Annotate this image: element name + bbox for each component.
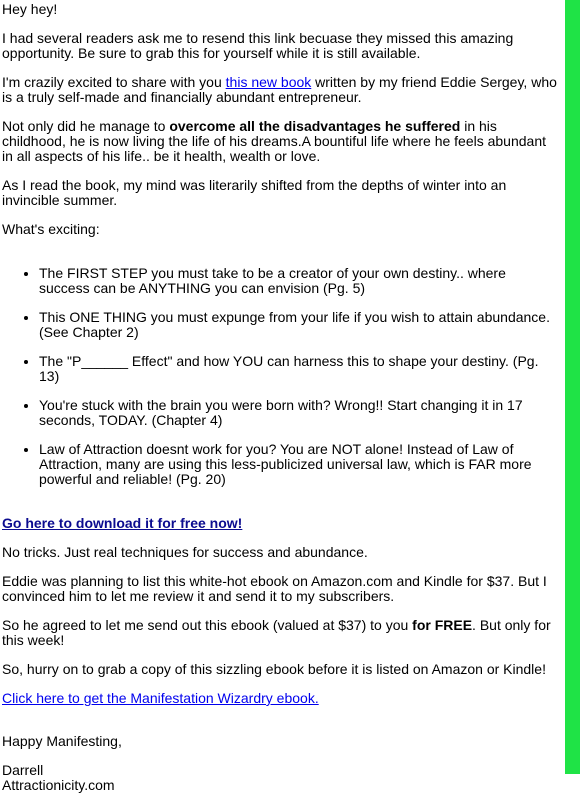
story-bold-text: overcome all the disadvantages he suffered xyxy=(169,118,461,134)
manifestation-ebook-link[interactable]: Click here to get the Manifestation Wizardry ebook. xyxy=(2,690,319,706)
benefits-list xyxy=(2,266,558,487)
paragraph-download xyxy=(2,516,558,531)
paragraph-exciting: What's exciting: xyxy=(2,221,100,237)
list-item: • The FIRST STEP you must take to be a creator of your own destiny.. where success can be ANYTHING you can envision (Pg. 5) xyxy=(39,266,558,296)
email-body xyxy=(2,2,558,793)
list-item: • You're stuck with the brain you were born with? Wrong!! Start changing it in 17 seconds, TODAY. (Chapter 4) xyxy=(39,398,558,428)
paragraph-author-story xyxy=(2,119,558,164)
list-item: • This ONE THING you must expunge from your life if you wish to attain abundance. (See Chapter 2) xyxy=(39,310,558,340)
intro-text-after: written by my friend Eddie Sergey, who is a truly self-made and financially abundant entrepreneur. xyxy=(2,74,557,105)
free-text-before: So he agreed to let me send out this ebook (valued at $37) to you xyxy=(2,617,413,633)
story-text-after: in his childhood, he is now living the life of his dreams.A bountiful life where he feels abundant in all aspects of his life.. be it health, wealth or love. xyxy=(2,118,547,164)
paragraph-no-tricks: No tricks. Just real techniques for success and abundance. xyxy=(2,544,368,560)
signature-gap xyxy=(2,720,558,734)
free-bold-text: for FREE xyxy=(412,617,473,633)
green-accent-bar xyxy=(565,0,580,774)
signature-name: Darrell xyxy=(2,762,44,778)
greeting: Hey hey! xyxy=(2,1,58,17)
list-spacer xyxy=(2,251,558,266)
signature-site: Attractionicity.com xyxy=(2,777,115,793)
paragraph-hurry: So, hurry on to grab a copy of this sizzling ebook before it is listed on Amazon or Kindle! xyxy=(2,661,546,677)
new-book-link[interactable]: this new book xyxy=(225,74,312,90)
download-link[interactable]: Go here to download it for free now! xyxy=(2,515,243,531)
list-item: • Law of Attraction doesnt work for you? You are NOT alone! Instead of Law of Attraction, many are using this less-publicized universal law, which is FAR more powerful and reliable! (Pg. 20) xyxy=(39,442,558,487)
paragraph-resend: I had several readers ask me to resend this link becuase they missed this amazing opportunity. Be sure to grab this for yourself while it is still available. xyxy=(2,30,514,61)
list-item: • The "P______ Effect" and how YOU can harness this to shape your destiny. (Pg. 13) xyxy=(39,354,558,384)
paragraph-manifest-link xyxy=(2,691,558,706)
paragraph-amazon: Eddie was planning to list this white-hot ebook on Amazon.com and Kindle for $37. But I convinced him to let me review it and send it to my subscribers. xyxy=(2,573,547,604)
paragraph-free xyxy=(2,618,558,648)
free-text-after: . But only for this week! xyxy=(2,617,551,648)
intro-text-before: I'm crazily excited to share with you xyxy=(2,74,226,90)
story-text-before: Not only did he manage to xyxy=(2,118,170,134)
list-spacer xyxy=(2,501,558,516)
signoff: Happy Manifesting, xyxy=(2,733,122,749)
paragraph-intro xyxy=(2,75,558,105)
paragraph-reading: As I read the book, my mind was literarily shifted from the depths of winter into an invincible summer. xyxy=(2,177,507,208)
